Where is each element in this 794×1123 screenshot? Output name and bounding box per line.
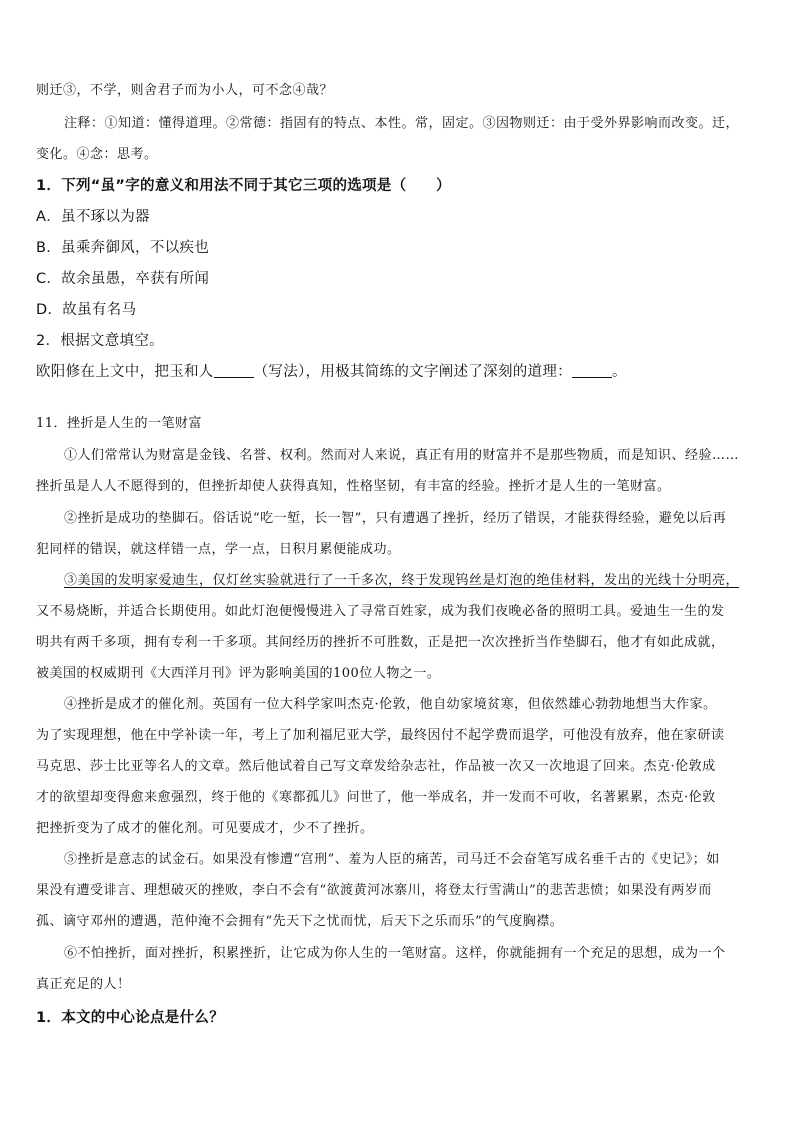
paragraph-4-line-2: 为了实现理想，他在中学补读一年，考上了加利福尼亚大学，最终因付不起学费而退学，可他没有放弃，他在家研读	[36, 728, 725, 743]
paragraph-5-line-2: 果没有遭受诽言、理想破灭的挫败，李白不会有“欲渡黄河冰寨川，将登太行雪满山”的悲苦悲愤；如果没有两岁而	[36, 883, 712, 898]
paragraph-1-line-1: ①人们常常认为财富是金钱、名誉、权利。然而对人来说，真正有用的财富并不是那些物质，而是知识、经验……	[64, 448, 740, 463]
question-3-stem: 1．本文的中心论点是什么？	[36, 1010, 224, 1026]
paragraph-6-line-2: 真正充足的人！	[36, 977, 131, 992]
notes-line-2: 变化。④念：思考。	[36, 147, 158, 162]
paragraph-4-line-3: 马克思、莎士比亚等名人的文章。然后他试着自己写文章发给杂志社，作品被一次又一次地退了回来。杰克·伦敦成	[36, 759, 716, 774]
paragraph-5-line-1: ⑤挫折是意志的试金石。如果没有惨遭“宫刑”、羞为人臣的痛苦，司马迁不会奋笔写成名垂千古的《史记》；如	[64, 852, 720, 867]
paragraph-5-line-3: 孤、谪守邓州的遭遇，范仲淹不会拥有“先天下之忧而忧，后天下之乐而乐”的气度胸襟。	[36, 914, 564, 929]
paragraph-1-line-2: 挫折虽是人人不愿得到的，但挫折却使人获得真知，性格坚韧，有丰富的经验。挫折才是人生的一笔财富。	[36, 479, 671, 494]
paragraph-3-line-1: ③美国的发明家爱迪生，仅灯丝实验就进行了一千多次，终于发现钨丝是灯泡的绝佳材料，发出的光线十分明亮，	[64, 573, 740, 588]
paragraph-4-line-1: ④挫折是成才的催化剂。英国有一位大科学家叫杰克·伦敦，他自幼家境贫寒，但依然雄心勃勃地想当大作家。	[64, 697, 717, 712]
paragraph-2-line-1: ②挫折是成功的垫脚石。俗话说“吃一堑，长一智”，只有遭遇了挫折，经历了错误，才能获得经验，避免以后再	[64, 511, 727, 526]
paragraph-4-line-5: 把挫折变为了成才的催化剂。可见要成才，少不了挫折。	[36, 821, 374, 836]
option-a: A．虽不琢以为器	[36, 209, 150, 225]
fill-text-c: 。	[611, 364, 627, 380]
question-1-stem: 1．下列“虽”字的意义和用法不同于其它三项的选项是（ ）	[36, 178, 451, 194]
paragraph-2-line-2: 犯同样的错误，就这样错一点，学一点，日积月累便能成功。	[36, 542, 401, 557]
question-2-stem: 2．根据文意填空。	[36, 333, 164, 349]
fill-text-a: 欧阳修在上文中，把玉和人	[36, 364, 214, 380]
question-2-fill	[36, 362, 758, 382]
paragraph-3-line-2: 又不易烧断，并适合长期使用。如此灯泡便慢慢进入了寻常百姓家，成为我们夜晚必备的照明工具。爱迪生一生的发	[36, 604, 725, 619]
fill-text-b: （写法），用极其简练的文字阐述了深刻的道理：	[253, 364, 572, 380]
passage-continuation: 则迁③，不学，则舍君子而为小人，可不念④哉？	[36, 83, 334, 98]
paragraph-3-line-4: 被美国的权威期刊《大西洋月刊》评为影响美国的100位人物之一。	[36, 666, 441, 681]
article-title: 11．挫折是人生的一笔财富	[36, 416, 203, 431]
option-c: C．故余虽愚，卒获有所闻	[36, 271, 210, 287]
answer-blank-2[interactable]	[572, 363, 612, 378]
paragraph-3-line-3: 明共有两千多项，拥有专利一千多项。其间经历的挫折不可胜数，正是把一次次挫折当作垫脚石，他才有如此成就，	[36, 635, 725, 650]
answer-blank-1[interactable]	[214, 363, 254, 378]
option-b: B．虽乘奔御风，不以疾也	[36, 240, 210, 256]
paragraph-4-line-4: 才的欲望却变得愈来愈强烈，终于他的《寒都孤儿》问世了，他一举成名，并一发而不可收，名著累累，杰克·伦敦	[36, 790, 716, 805]
notes-line-1: 注释：①知道：懂得道理。②常德：指固有的特点、本性。常，固定。③因物则迁：由于受外界影响而改变。迁，	[64, 116, 740, 131]
paragraph-6-line-1: ⑥不怕挫折，面对挫折，积累挫折，让它成为你人生的一笔财富。这样，你就能拥有一个充足的思想，成为一个	[64, 946, 726, 961]
option-d: D．故虽有名马	[36, 302, 137, 318]
